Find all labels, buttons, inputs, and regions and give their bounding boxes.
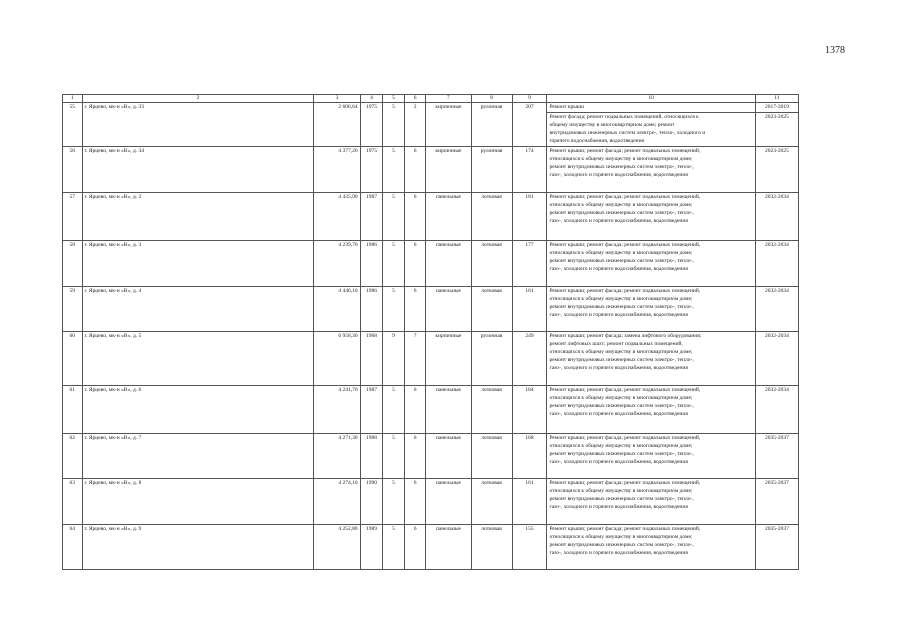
address-cell: г. Ярцево, мк-н «В», д. 7 xyxy=(82,434,314,479)
table-row xyxy=(63,241,799,287)
area-cell: 4 252,80 xyxy=(314,525,360,570)
roof-type-cell: лотковая xyxy=(471,193,512,241)
column-number: 8 xyxy=(471,95,512,103)
works-cell: Ремонт крыши; ремонт фасада; ремонт подвальных помещений, относящихся к общему имуществу в многоквартирном доме; ремонт внутридомовых инженерных систем электро-, тепло-, газо-, холодного и горячего водоснабжения, водоотведения xyxy=(547,241,755,287)
period-cell: 2035-2037 xyxy=(755,525,798,570)
table-row xyxy=(63,386,799,434)
address-cell: г. Ярцево, мк-н «В», д. 2 xyxy=(82,193,314,241)
address-cell: г. Ярцево, мк-н «В», д. 4 xyxy=(82,287,314,332)
area-cell: 4 446,10 xyxy=(314,287,360,332)
residents-cell: 184 xyxy=(512,386,547,434)
address-cell: г. Ярцево, мк-н «В», д. 5 xyxy=(82,332,314,386)
works-cell: Ремонт крыши; ремонт фасада; ремонт подвальных помещений, относящихся к общему имуществу в многоквартирном доме; ремонт внутридомовых инженерных систем электро-, тепло-, газо-, холодного и горячего водоснабжения, водоотведения xyxy=(547,147,755,193)
works-cell: Ремонт крыши; ремонт фасада; ремонт подвальных помещений, относящихся к общему имуществу в многоквартирном доме; ремонт внутридомовых инженерных систем электро-, тепло-, газо-, холодного и горячего водоснабжения, водоотведения xyxy=(547,287,755,332)
entrances-cell: 6 xyxy=(404,193,426,241)
year-cell: 1987 xyxy=(360,193,383,241)
column-number: 9 xyxy=(512,95,547,103)
wall-material-cell: панельные xyxy=(426,241,471,287)
roof-type-cell: лотковая xyxy=(471,241,512,287)
residents-cell: 177 xyxy=(512,241,547,287)
row-number-cell: 58 xyxy=(63,241,83,287)
wall-material-cell: панельные xyxy=(426,479,471,525)
entrances-cell: 6 xyxy=(404,479,426,525)
entrances-cell: 6 xyxy=(404,147,426,193)
year-cell: 1988 xyxy=(360,434,383,479)
works-cell: Ремонт крыши; ремонт фасада; ремонт подвальных помещений, относящихся к общему имуществу в многоквартирном доме; ремонт внутридомовых инженерных систем электро-, тепло-, газо-, холодного и горячего водоснабжения, водоотведения xyxy=(547,434,755,479)
roof-type-cell: лотковая xyxy=(471,525,512,570)
year-cell: 1968 xyxy=(360,332,383,386)
address-cell: г. Ярцево, мк-н «В», д. 34 xyxy=(82,147,314,193)
entrances-cell: 6 xyxy=(404,241,426,287)
column-number: 7 xyxy=(426,95,471,103)
column-number: 4 xyxy=(360,95,383,103)
period-cell: 2032-2034 xyxy=(755,332,798,386)
area-cell: 4 377,20 xyxy=(314,147,360,193)
entrances-cell: 6 xyxy=(404,434,426,479)
column-number-row xyxy=(63,95,799,103)
period-cell: 2032-2034 xyxy=(755,386,798,434)
area-cell: 4 241,70 xyxy=(314,386,360,434)
housing-register-table xyxy=(62,94,799,570)
area-cell: 4 271,30 xyxy=(314,434,360,479)
area-cell: 4 435,90 xyxy=(314,193,360,241)
entrances-cell: 6 xyxy=(404,525,426,570)
floors-cell: 5 xyxy=(383,147,405,193)
works-cell: Ремонт крыши; ремонт фасада; ремонт подвальных помещений, относящихся к общему имуществу в многоквартирном доме; ремонт внутридомовых инженерных систем электро-, тепло-, газо-, холодного и горячего водоснабжения, водоотведения xyxy=(547,525,755,570)
year-cell: 1975 xyxy=(360,147,383,193)
entrances-cell: 7 xyxy=(404,332,426,386)
period-cell: 2035-2037 xyxy=(755,434,798,479)
page-number: 1378 xyxy=(825,45,845,56)
roof-type-cell: лотковая xyxy=(471,479,512,525)
works-cell: Ремонт крыши; ремонт фасада; замена лифтового оборудования; ремонт лифтовых шахт; ремонт подвальных помещений, относящихся к общему имуществу в многоквартирном доме; ремонт внутридомовых инженерных систем электро-, тепло-, газо-, холодного и горячего водоснабжения, водоотведения xyxy=(547,332,755,386)
entrances-cell: 6 xyxy=(404,287,426,332)
year-cell: 1989 xyxy=(360,525,383,570)
floors-cell: 5 xyxy=(383,287,405,332)
column-number: 1 xyxy=(63,95,83,103)
column-number: 6 xyxy=(404,95,426,103)
entrances-cell: 2 xyxy=(404,103,426,147)
roof-type-cell: лотковая xyxy=(471,434,512,479)
row-number-cell: 60 xyxy=(63,332,83,386)
floors-cell: 5 xyxy=(383,479,405,525)
wall-material-cell: панельные xyxy=(426,386,471,434)
roof-type-cell: рулонная xyxy=(471,147,512,193)
residents-cell: 161 xyxy=(512,479,547,525)
table-body xyxy=(63,95,799,570)
period-cell: 2017-2019 xyxy=(755,103,798,113)
table-row xyxy=(63,479,799,525)
area-cell: 4 239,70 xyxy=(314,241,360,287)
table-row xyxy=(63,525,799,570)
row-number-cell: 56 xyxy=(63,147,83,193)
table-row xyxy=(63,103,799,113)
works-cell: Ремонт фасада; ремонт подвальных помещений, относящихся к общему имуществу в многоквартирном доме; ремонт внутридомовых инженерных систем электро-, тепло-, холодного и горячего водоснабжения, водоотведения xyxy=(547,113,755,147)
column-number: 5 xyxy=(383,95,405,103)
period-cell: 2023-2025 xyxy=(755,147,798,193)
works-cell: Ремонт крыши; ремонт фасада; ремонт подвальных помещений, относящихся к общему имуществу в многоквартирном доме; ремонт внутридомовых инженерных систем электро-, тепло-, газо-, холодного и горячего водоснабжения, водоотведения xyxy=(547,479,755,525)
column-number: 11 xyxy=(755,95,798,103)
year-cell: 1987 xyxy=(360,386,383,434)
works-cell: Ремонт крыши xyxy=(547,103,755,113)
residents-cell: 161 xyxy=(512,287,547,332)
period-cell: 2032-2034 xyxy=(755,287,798,332)
entrances-cell: 6 xyxy=(404,386,426,434)
residents-cell: 168 xyxy=(512,434,547,479)
works-cell: Ремонт крыши; ремонт фасада; ремонт подвальных помещений, относящихся к общему имуществу в многоквартирном доме; ремонт внутридомовых инженерных систем электро-, тепло-, газо-, холодного и горячего водоснабжения, водоотведения xyxy=(547,386,755,434)
address-cell: г. Ярцево, мк-н «В», д. 6 xyxy=(82,386,314,434)
roof-type-cell: лотковая xyxy=(471,287,512,332)
column-number: 2 xyxy=(82,95,314,103)
area-cell: 4 274,10 xyxy=(314,479,360,525)
roof-type-cell: лотковая xyxy=(471,386,512,434)
residents-cell: 207 xyxy=(512,103,547,147)
row-number-cell: 61 xyxy=(63,386,83,434)
floors-cell: 5 xyxy=(383,386,405,434)
residents-cell: 181 xyxy=(512,193,547,241)
row-number-cell: 59 xyxy=(63,287,83,332)
residents-cell: 249 xyxy=(512,332,547,386)
row-number-cell: 62 xyxy=(63,434,83,479)
period-cell: 2035-2037 xyxy=(755,479,798,525)
floors-cell: 5 xyxy=(383,241,405,287)
wall-material-cell: панельные xyxy=(426,434,471,479)
floors-cell: 5 xyxy=(383,525,405,570)
floors-cell: 9 xyxy=(383,332,405,386)
table-row xyxy=(63,434,799,479)
wall-material-cell: панельные xyxy=(426,287,471,332)
period-cell: 2032-2034 xyxy=(755,193,798,241)
floors-cell: 5 xyxy=(383,434,405,479)
residents-cell: 174 xyxy=(512,147,547,193)
address-cell: г. Ярцево, мк-н «В», д. 8 xyxy=(82,479,314,525)
wall-material-cell: панельные xyxy=(426,193,471,241)
year-cell: 1986 xyxy=(360,287,383,332)
row-number-cell: 64 xyxy=(63,525,83,570)
year-cell: 1986 xyxy=(360,241,383,287)
period-cell: 2023-2025 xyxy=(755,113,798,147)
row-number-cell: 63 xyxy=(63,479,83,525)
works-cell: Ремонт крыши; ремонт фасада; ремонт подвальных помещений, относящихся к общему имуществу в многоквартирном доме; ремонт внутридомовых инженерных систем электро-, тепло-, газо-, холодного и горячего водоснабжения, водоотведения xyxy=(547,193,755,241)
area-cell: 6 958,30 xyxy=(314,332,360,386)
floors-cell: 5 xyxy=(383,103,405,147)
floors-cell: 5 xyxy=(383,193,405,241)
year-cell: 1990 xyxy=(360,479,383,525)
address-cell: г. Ярцево, мк-н «В», д. 33 xyxy=(82,103,314,147)
table-row xyxy=(63,287,799,332)
table-row xyxy=(63,193,799,241)
row-number-cell: 57 xyxy=(63,193,83,241)
column-number: 3 xyxy=(314,95,360,103)
wall-material-cell: панельные xyxy=(426,525,471,570)
wall-material-cell: кирпичные xyxy=(426,332,471,386)
table-row xyxy=(63,332,799,386)
roof-type-cell: рулонная xyxy=(471,103,512,147)
wall-material-cell: кирпичные xyxy=(426,147,471,193)
wall-material-cell: кирпичные xyxy=(426,103,471,147)
year-cell: 1975 xyxy=(360,103,383,147)
address-cell: г. Ярцево, мк-н «В», д. 3 xyxy=(82,241,314,287)
roof-type-cell: рулонная xyxy=(471,332,512,386)
area-cell: 2 606,64 xyxy=(314,103,360,147)
row-number-cell: 55 xyxy=(63,103,83,147)
period-cell: 2032-2034 xyxy=(755,241,798,287)
column-number: 10 xyxy=(547,95,755,103)
table-row xyxy=(63,147,799,193)
address-cell: г. Ярцево, мк-н «В», д. 9 xyxy=(82,525,314,570)
residents-cell: 155 xyxy=(512,525,547,570)
